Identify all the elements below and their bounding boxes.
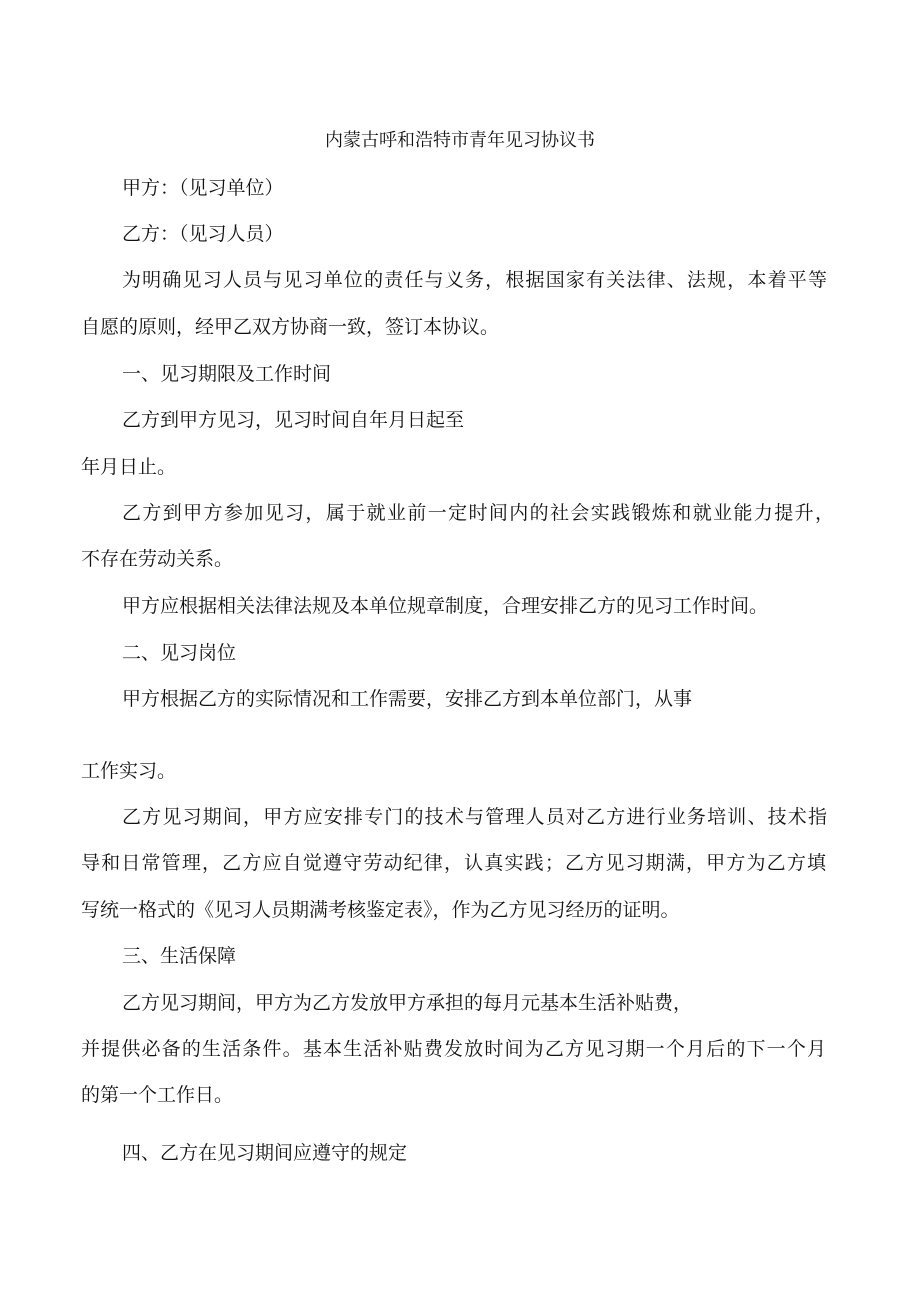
section-2-paragraph-2-line-1: 乙方见习期间，甲方应安排专门的技术与管理人员对乙方进行业务培训、技术指 — [122, 806, 827, 828]
party-b-line: 乙方：（见习人员） — [122, 223, 284, 245]
section-4-heading: 四、乙方在见习期间应遵守的规定 — [122, 1142, 408, 1164]
section-3-paragraph-1-line-2: 并提供必备的生活条件。基本生活补贴费发放时间为乙方见习期一个月后的下一个月 — [81, 1038, 826, 1060]
section-2-paragraph-1-line-1: 甲方根据乙方的实际情况和工作需要，安排乙方到本单位部门，从事 — [122, 688, 693, 710]
section-1-paragraph-1-line-2: 年月日止。 — [81, 456, 177, 478]
section-2-paragraph-2-line-2: 导和日常管理，乙方应自觉遵守劳动纪律，认真实践；乙方见习期满，甲方为乙方填 — [81, 852, 826, 874]
section-3-heading: 三、生活保障 — [122, 945, 237, 967]
party-a-line: 甲方：（见习单位） — [122, 177, 284, 199]
section-3-paragraph-1-line-3: 的第一个工作日。 — [81, 1084, 234, 1106]
document-title: 内蒙古呼和浩特市青年见习协议书 — [325, 130, 595, 151]
section-2-heading: 二、见习岗位 — [122, 642, 237, 664]
section-1-paragraph-3: 甲方应根据相关法律法规及本单位规章制度，合理安排乙方的见习工作时间。 — [122, 595, 769, 617]
section-1-heading: 一、见习期限及工作时间 — [122, 363, 332, 385]
intro-line-2: 自愿的原则，经甲乙双方协商一致，签订本协议。 — [81, 316, 500, 338]
section-1-paragraph-1-line-1: 乙方到甲方见习，见习时间自年月日起至 — [122, 409, 465, 431]
section-1-paragraph-2-line-2: 不存在劳动关系。 — [81, 548, 234, 570]
section-3-paragraph-1-line-1: 乙方见习期间，甲方为乙方发放甲方承担的每月元基本生活补贴费， — [122, 992, 693, 1014]
intro-line-1: 为明确见习人员与见习单位的责任与义务，根据国家有关法律、法规，本着平等 — [122, 269, 827, 291]
section-2-paragraph-1-line-2: 工作实习。 — [81, 760, 177, 782]
section-1-paragraph-2-line-1: 乙方到甲方参加见习，属于就业前一定时间内的社会实践锻炼和就业能力提升， — [122, 502, 834, 524]
section-2-paragraph-2-line-3: 写统一格式的《见习人员期满考核鉴定表》，作为乙方见习经历的证明。 — [81, 899, 680, 921]
